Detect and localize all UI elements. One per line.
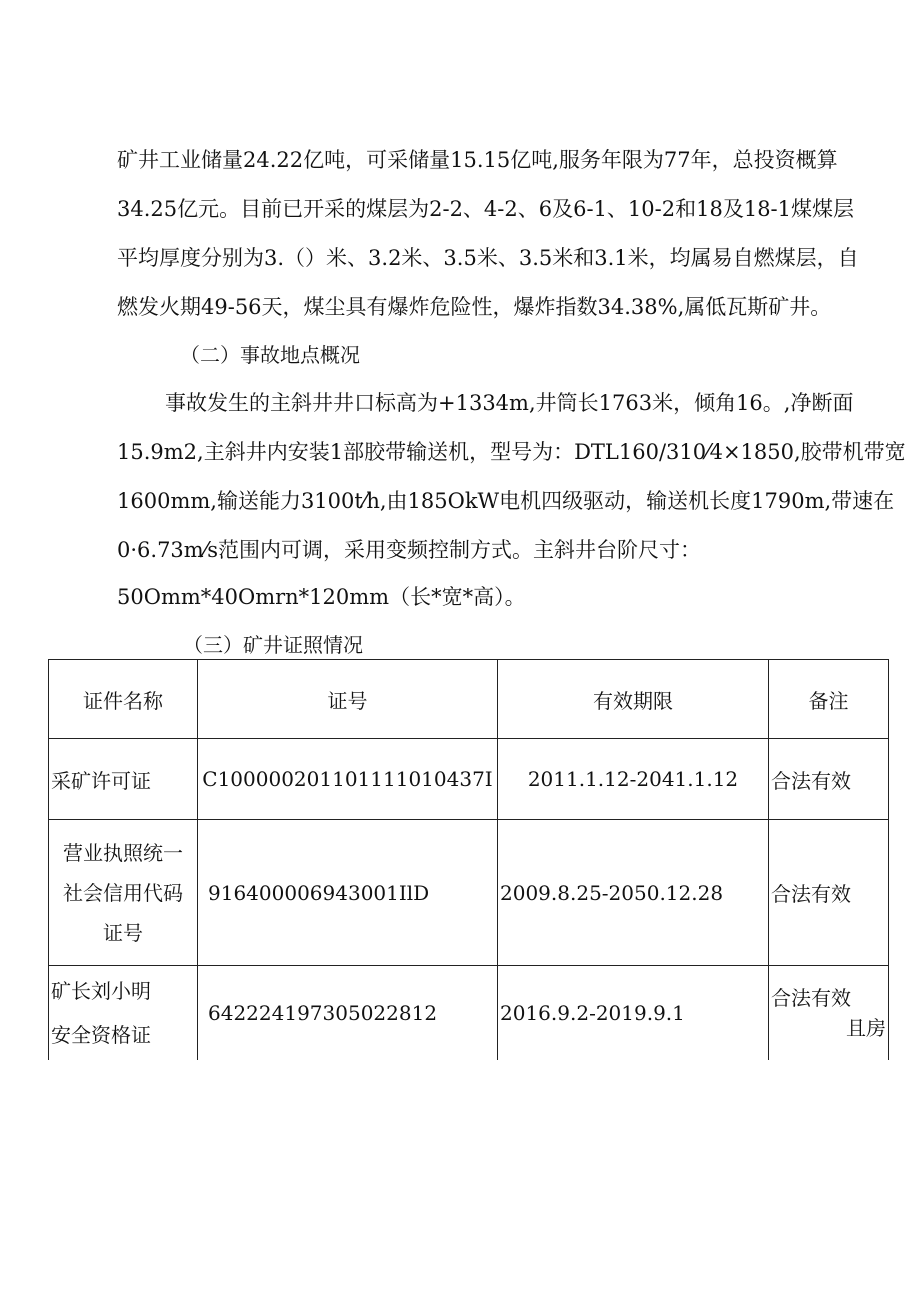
section-2-line-5: 50Omm*40Omrn*120mm（长*宽*高）。 [117,585,526,609]
row-2-name-line-3: 证号 [103,920,143,945]
paragraph-1-line-1: 矿井工业储量24.22亿吨，可采储量15.15亿吨,服务年限为77年，总投资概算 [117,148,838,172]
table-row [49,820,889,966]
section-2-line-2: 15.9m2,主斜井内安装1部胶带输送机，型号为：DTL160/310⁄4×1850,胶带机带宽 [117,440,906,464]
row-2-period: 2009.8.25-2050.12.28 [498,820,769,966]
section-2-line-4: 0·6.73m⁄s范围内可调，采用变频控制方式。主斜井台阶尺寸： [117,538,701,562]
row-3-remark-line-2: 且房 [846,1015,886,1040]
row-2-name [49,820,198,966]
row-3-name [49,966,198,1060]
section-2-heading: （二）事故地点概况 [180,343,360,367]
row-1-remark: 合法有效 [769,739,889,820]
row-2-name-line-1: 营业执照统一 [63,840,183,865]
row-1-name: 采矿许可证 [49,739,198,820]
section-3-heading: （三）矿井证照情况 [183,633,363,657]
table-row [49,739,889,820]
row-2-number: 916400006943001IlD [198,820,498,966]
row-3-number: 642224197305022812 [198,966,498,1060]
row-2-remark: 合法有效 [769,820,889,966]
header-period: 有效期限 [498,660,769,739]
paragraph-1-line-2: 34.25亿元。目前已开采的煤层为2-2、4-2、6及6-1、10-2和18及18-1煤煤层 [117,197,855,221]
table-row [49,966,889,1060]
header-remark: 备注 [769,660,889,739]
section-2-line-1: 事故发生的主斜井井口标高为+1334m,井筒长1763米，倾角16。,净断面 [165,391,854,415]
row-3-name-line-1: 矿长刘小明 [51,978,151,1003]
row-1-period: 2011.1.12-2041.1.12 [498,739,769,820]
section-2-line-3: 1600mm,输送能力3100t⁄h,由185OkW电机四级驱动，输送机长度1790m,带速在 [117,489,895,513]
row-3-remark-line-1: 合法有效 [771,985,851,1010]
row-3-period: 2016.9.2-2019.9.1 [498,966,769,1060]
license-table [48,659,889,1060]
paragraph-1-line-4: 燃发火期49-56天，煤尘具有爆炸危险性，爆炸指数34.38%,属低瓦斯矿井。 [117,295,832,319]
table-header-row [49,660,889,739]
header-number: 证号 [198,660,498,739]
paragraph-1-line-3: 平均厚度分别为3.（）米、3.2米、3.5米、3.5米和3.1米，均属易自燃煤层，自 [117,246,859,270]
row-1-number: C100000201101111010437I [198,739,498,820]
header-name: 证件名称 [49,660,198,739]
row-3-name-line-2: 安全资格证 [51,1022,151,1047]
row-2-name-line-2: 社会信用代码 [63,880,183,905]
row-3-remark [769,966,889,1060]
